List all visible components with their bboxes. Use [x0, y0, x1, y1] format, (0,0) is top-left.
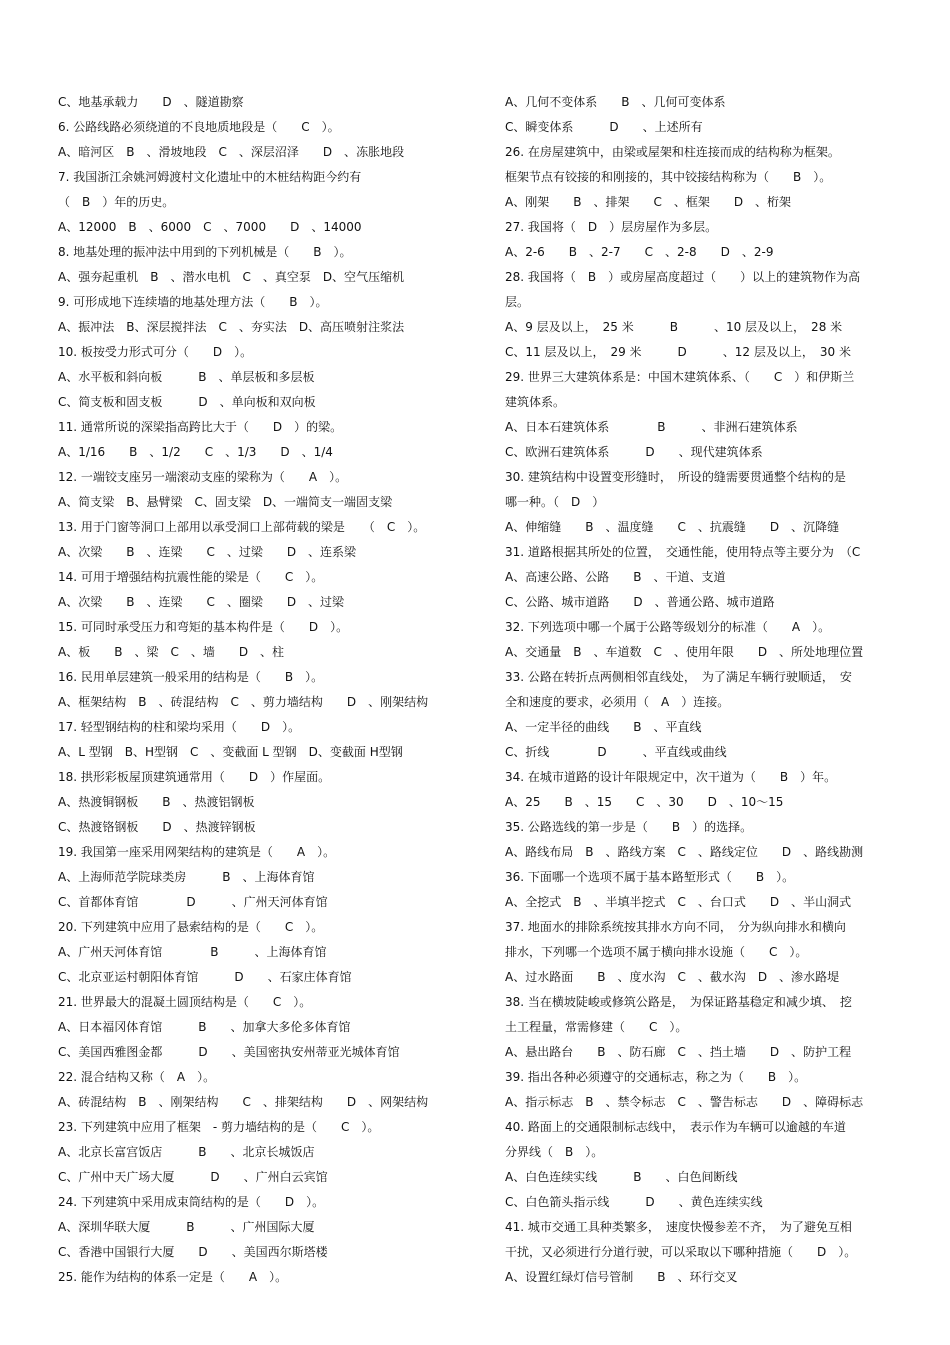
- left-column-text-line: 16. 民用单层建筑一般采用的结构是（ B ）。: [58, 670, 324, 684]
- right-column-text-line: A、过水路面 B 、度水沟 C 、截水沟 D 、渗水路堤: [505, 970, 840, 984]
- right-column-text-line: 分界线（ B ）。: [505, 1145, 604, 1159]
- right-column-text-line: 30. 建筑结构中设置变形缝时， 所设的缝需要贯通整个结构的是: [505, 470, 846, 484]
- left-column-text-line: A、L 型钢 B、H型钢 C 、变截面 L 型钢 D、变截面 H型钢: [58, 745, 403, 759]
- left-column-text-line: C、广州中天广场大厦 D 、广州白云宾馆: [58, 1170, 328, 1184]
- left-column-text-line: A、深圳华联大厦 B 、广州国际大厦: [58, 1220, 315, 1234]
- left-column-text-line: 15. 可同时承受压力和弯矩的基本构件是（ D ）。: [58, 620, 349, 634]
- right-column: [505, 90, 905, 1290]
- left-column-text-line: 23. 下列建筑中应用了框架 - 剪力墙结构的是（ C ）。: [58, 1120, 380, 1134]
- right-column-text-line: 建筑体系。: [505, 395, 566, 409]
- right-column-text-line: A、9 层及以上， 25 米 B 、10 层及以上， 28 米: [505, 320, 843, 334]
- left-column-text-line: A、12000 B 、6000 C 、7000 D 、14000: [58, 220, 362, 234]
- left-column-text-line: A、次梁 B 、连梁 C 、过梁 D 、连系梁: [58, 545, 357, 559]
- right-column-text-line: A、白色连续实线 B 、白色间断线: [505, 1170, 738, 1184]
- right-column-text-line: 38. 当在横坡陡峻或修筑公路是， 为保证路基稳定和减少填、 挖: [505, 995, 852, 1009]
- right-column-text-line: A、指示标志 B 、禁令标志 C 、警告标志 D 、障碍标志: [505, 1095, 864, 1109]
- right-column-text-line: 排水，下列哪一个选项不属于横向排水设施（ C ）。: [505, 945, 808, 959]
- right-column-text-line: A、刚架 B 、排架 C 、框架 D 、桁架: [505, 195, 792, 209]
- left-column-text-line: A、上海师范学院球类房 B 、上海体育馆: [58, 870, 315, 884]
- left-column-text-line: A、振冲法 B、深层搅拌法 C 、夯实法 D、高压喷射注浆法: [58, 320, 405, 334]
- left-column-text-line: A、框架结构 B 、砖混结构 C 、剪力墙结构 D 、刚架结构: [58, 695, 429, 709]
- left-column-text-line: （ B ）年的历史。: [58, 195, 175, 209]
- right-column-text-line: 32. 下列选项中哪一个属于公路等级划分的标准（ A ）。: [505, 620, 831, 634]
- right-column-text-line: C、白色箭头指示线 D 、黄色连续实线: [505, 1195, 763, 1209]
- right-column-text-line: A、交通量 B 、车道数 C 、使用年限 D 、所处地理位置: [505, 645, 864, 659]
- left-column-text-line: 9. 可形成地下连续墙的地基处理方法（ B ）。: [58, 295, 328, 309]
- right-column-text-line: 层。: [505, 295, 530, 309]
- right-column-text-line: 36. 下面哪一个选项不属于基本路堑形式（ B ）。: [505, 870, 795, 884]
- right-column-text-line: A、高速公路、公路 B 、干道、支道: [505, 570, 726, 584]
- right-column-text-line: 26. 在房屋建筑中，由梁或屋架和柱连接而成的结构称为框架。: [505, 145, 840, 159]
- right-column-text-line: A、全挖式 B 、半填半挖式 C 、台口式 D 、半山洞式: [505, 895, 852, 909]
- left-column-text-line: A、广州天河体育馆 B 、上海体育馆: [58, 945, 327, 959]
- left-column-text-line: 19. 我国第一座采用网架结构的建筑是（ A ）。: [58, 845, 336, 859]
- left-column: [58, 90, 478, 1290]
- left-column-text-line: 13. 用于门窗等洞口上部用以承受洞口上部荷载的梁是 （ C ）。: [58, 520, 426, 534]
- right-column-text-line: C、11 层及以上， 29 米 D 、12 层及以上， 30 米: [505, 345, 851, 359]
- right-column-text-line: 框架节点有铰接的和刚接的，其中铰接结构称为（ B ）。: [505, 170, 832, 184]
- left-column-text-line: C、简支板和固支板 D 、单向板和双向板: [58, 395, 316, 409]
- left-column-text-line: 14. 可用于增强结构抗震性能的梁是（ C ）。: [58, 570, 324, 584]
- right-column-text-line: 37. 地面水的排除系统按其排水方向不同， 分为纵向排水和横向: [505, 920, 846, 934]
- right-column-text-line: C、欧洲石建筑体系 D 、现代建筑体系: [505, 445, 763, 459]
- right-column-text-line: 干扰，又必须进行分道行驶，可以采取以下哪种措施（ D ）。: [505, 1245, 857, 1259]
- right-column-text-line: A、日本石建筑体系 B 、非洲石建筑体系: [505, 420, 798, 434]
- left-column-text-line: 10. 板按受力形式可分（ D ）。: [58, 345, 253, 359]
- left-column-text-line: A、日本福冈体育馆 B 、加拿大多伦多体育馆: [58, 1020, 351, 1034]
- left-column-text-line: 17. 轻型钢结构的柱和梁均采用（ D ）。: [58, 720, 301, 734]
- left-column-text-line: A、热渡铜钢板 B 、热渡铝钢板: [58, 795, 255, 809]
- right-column-text-line: 31. 道路根据其所处的位置， 交通性能，使用特点等主要分为 （C: [505, 545, 861, 559]
- left-column-text-line: A、暗河区 B 、滑坡地段 C 、深层沼泽 D 、冻胀地段: [58, 145, 405, 159]
- left-column-text-line: A、水平板和斜向板 B 、单层板和多层板: [58, 370, 315, 384]
- left-column-text-line: 24. 下列建筑中采用成束筒结构的是（ D ）。: [58, 1195, 325, 1209]
- right-column-text-line: 土工程量，常需修建（ C ）。: [505, 1020, 688, 1034]
- right-column-text-line: A、2-6 B 、2-7 C 、2-8 D 、2-9: [505, 245, 774, 259]
- left-column-text-line: 8. 地基处理的振冲法中用到的下列机械是（ B ）。: [58, 245, 352, 259]
- left-column-text-line: 11. 通常所说的深梁指高跨比大于（ D ）的梁。: [58, 420, 343, 434]
- left-column-text-line: 6. 公路线路必须绕道的不良地质地段是（ C ）。: [58, 120, 340, 134]
- left-column-text-line: C、热渡铬钢板 D 、热渡锌钢板: [58, 820, 256, 834]
- left-column-text-line: 18. 拱形彩板屋顶建筑通常用（ D ）作屋面。: [58, 770, 331, 784]
- left-column-text-line: 20. 下列建筑中应用了悬索结构的是（ C ）。: [58, 920, 324, 934]
- left-column-text-line: A、北京长富宫饭店 B 、北京长城饭店: [58, 1145, 315, 1159]
- left-column-text-line: 7. 我国浙江余姚河姆渡村文化遗址中的木桩结构距今约有: [58, 170, 362, 184]
- right-column-text-line: 41. 城市交通工具种类繁多， 速度快慢参差不齐， 为了避免互相: [505, 1220, 852, 1234]
- left-column-text-line: C、香港中国银行大厦 D 、美国西尔斯塔楼: [58, 1245, 328, 1259]
- left-column-text-line: A、次梁 B 、连梁 C 、圈梁 D 、过梁: [58, 595, 345, 609]
- left-column-text-line: A、简支梁 B、悬臂梁 C、固支梁 D、一端简支一端固支梁: [58, 495, 393, 509]
- right-column-text-line: C、瞬变体系 D 、上述所有: [505, 120, 703, 134]
- left-column-text-line: C、美国西雅图金都 D 、美国密执安州蒂亚光城体育馆: [58, 1045, 400, 1059]
- left-column-text-line: A、板 B 、梁 C 、墙 D 、柱: [58, 645, 285, 659]
- left-column-text-line: C、地基承载力 D 、隧道勘察: [58, 95, 244, 109]
- right-column-text-line: A、几何不变体系 B 、几何可变体系: [505, 95, 726, 109]
- left-column-text-line: A、强夯起重机 B 、潜水电机 C 、真空泵 D、空气压缩机: [58, 270, 405, 284]
- left-column-text-line: 22. 混合结构又称（ A ）。: [58, 1070, 216, 1084]
- right-column-text-line: 哪一种。（ D ）: [505, 495, 605, 509]
- right-column-text-line: 27. 我国将（ D ）层房屋作为多层。: [505, 220, 718, 234]
- left-column-text-line: C、首都体育馆 D 、广州天河体育馆: [58, 895, 328, 909]
- right-column-text-line: 40. 路面上的交通限制标志线中， 表示作为车辆可以逾越的车道: [505, 1120, 846, 1134]
- right-column-text-line: A、路线布局 B 、路线方案 C 、路线定位 D 、路线勘测: [505, 845, 864, 859]
- right-column-text-line: 33. 公路在转折点两侧相邻直线处， 为了满足车辆行驶顺适， 安: [505, 670, 852, 684]
- left-column-text-line: A、砖混结构 B 、刚架结构 C 、排架结构 D 、网架结构: [58, 1095, 429, 1109]
- left-column-text-line: 25. 能作为结构的体系一定是（ A ）。: [58, 1270, 288, 1284]
- right-column-text-line: 全和速度的要求，必须用（ A ）连接。: [505, 695, 730, 709]
- right-column-text-line: 28. 我国将（ B ）或房屋高度超过（ ）以上的建筑物作为高: [505, 270, 861, 284]
- left-column-text-line: 21. 世界最大的混凝土圆顶结构是（ C ）。: [58, 995, 312, 1009]
- right-column-text-line: A、悬出路台 B 、防石廊 C 、挡土墙 D 、防护工程: [505, 1045, 852, 1059]
- left-column-text-line: C、北京亚运村朝阳体育馆 D 、石家庄体育馆: [58, 970, 352, 984]
- left-column-text-line: A、1/16 B 、1/2 C 、1/3 D 、1/4: [58, 445, 333, 459]
- right-column-text-line: A、一定半径的曲线 B 、平直线: [505, 720, 702, 734]
- right-column-text-line: 34. 在城市道路的设计年限规定中，次干道为（ B ）年。: [505, 770, 837, 784]
- right-column-text-line: 29. 世界三大建筑体系是：中国木建筑体系、（ C ）和伊斯兰: [505, 370, 855, 384]
- right-column-text-line: C、折线 D 、平直线或曲线: [505, 745, 727, 759]
- right-column-text-line: 35. 公路选线的第一步是（ B ）的选择。: [505, 820, 753, 834]
- right-column-text-line: 39. 指出各种必须遵守的交通标志，称之为（ B ）。: [505, 1070, 807, 1084]
- left-column-text-line: 12. 一端铰支座另一端滚动支座的梁称为（ A ）。: [58, 470, 348, 484]
- right-column-text-line: C、公路、城市道路 D 、普通公路、城市道路: [505, 595, 775, 609]
- right-column-text-line: A、设置红绿灯信号管制 B 、环行交叉: [505, 1270, 738, 1284]
- right-column-text-line: A、伸缩缝 B 、温度缝 C 、抗震缝 D 、沉降缝: [505, 520, 840, 534]
- right-column-text-line: A、25 B 、15 C 、30 D 、10～15: [505, 795, 784, 809]
